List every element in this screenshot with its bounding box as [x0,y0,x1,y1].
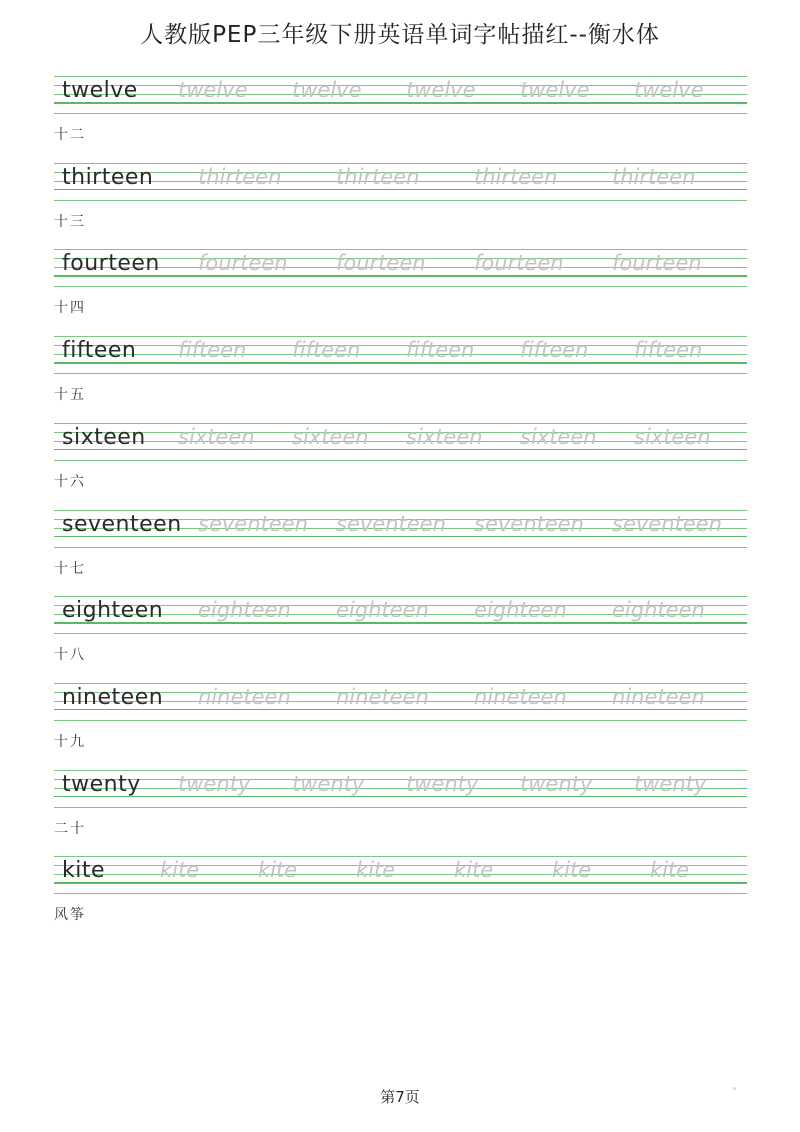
chinese-meaning: 十二 [54,127,86,143]
trace-word: twelve [520,78,590,102]
trace-word: twenty [634,771,707,796]
trace-word: fifteen [634,338,703,363]
chinese-meaning: 十七 [54,560,86,577]
chinese-meaning: 十五 [54,387,86,404]
trace-word: fourteen [336,251,426,276]
trace-word: nineteen [198,684,291,709]
trace-word: seventeen [336,511,446,536]
word-row [0,510,800,590]
word-row [0,770,800,850]
trace-word: nineteen [612,684,705,709]
model-word: thirteen [62,164,154,190]
trace-word: twenty [292,771,365,796]
guide-line [54,460,747,461]
trace-word: fifteen [178,338,247,363]
trace-word: twenty [178,771,251,796]
trace-word: kite [356,858,396,883]
guide-line [54,596,747,597]
model-word: seventeen [62,511,182,537]
trace-word: sixteen [178,424,255,449]
trace-word: twelve [406,78,476,102]
trace-word: fifteen [406,338,475,363]
word-row [0,76,800,156]
trace-word: eighteen [198,598,291,623]
guide-line [54,76,747,77]
guide-line [54,163,747,164]
trace-word: kite [160,858,200,883]
corner-dot [733,1087,736,1090]
trace-word: thirteen [612,164,696,189]
trace-word: fourteen [198,251,288,276]
trace-word: seventeen [474,511,584,536]
trace-word: eighteen [612,598,705,623]
model-word: twenty [62,771,141,797]
trace-word: seventeen [198,511,308,536]
trace-word: fifteen [520,338,589,363]
guide-line [54,423,747,424]
guide-line [54,683,747,684]
word-row [0,336,800,416]
guide-line [54,113,747,114]
page-number: 第7页 [380,1088,420,1106]
trace-word: sixteen [634,424,711,449]
trace-word: twenty [406,771,479,796]
guide-line [54,200,747,201]
guide-line [54,189,747,191]
guide-line [54,510,747,511]
guide-line [54,249,747,250]
guide-line [54,882,747,884]
trace-word: twenty [520,771,593,796]
trace-word: nineteen [336,684,429,709]
model-word: fifteen [62,338,137,364]
guide-line [54,856,747,857]
trace-word: twelve [634,78,704,102]
guide-line [54,770,747,771]
trace-word: twelve [292,78,362,102]
guide-line [54,286,747,287]
trace-word: thirteen [198,164,282,189]
model-word: twelve [62,78,138,103]
word-row [0,249,800,329]
trace-word: fourteen [474,251,564,276]
trace-word: nineteen [474,684,567,709]
trace-word: kite [552,858,592,883]
guide-line [54,547,747,548]
word-row [0,423,800,503]
word-row [0,163,800,243]
chinese-meaning: 十三 [54,213,86,230]
guide-line [54,362,747,364]
guide-line [54,807,747,808]
trace-word: sixteen [292,424,369,449]
trace-word: twelve [178,78,248,102]
trace-word: thirteen [474,164,558,189]
chinese-meaning: 十四 [54,300,86,317]
trace-word: seventeen [612,511,722,536]
trace-word: eighteen [336,598,429,623]
word-row [0,596,800,676]
trace-word: kite [258,858,298,883]
trace-word: kite [650,858,690,883]
model-word: eighteen [62,598,164,624]
chinese-meaning: 二十 [54,820,86,837]
chinese-meaning: 十六 [54,473,86,490]
guide-line [54,449,747,451]
trace-word: sixteen [406,424,483,449]
model-word: kite [62,858,106,884]
guide-line [54,796,747,798]
guide-line [54,336,747,337]
guide-line [54,102,747,104]
guide-line [54,633,747,634]
guide-line [54,865,747,866]
trace-word: eighteen [474,598,567,623]
trace-word: fourteen [612,251,702,276]
chinese-meaning: 十九 [54,733,86,750]
trace-word: sixteen [520,424,597,449]
trace-word: fifteen [292,338,361,363]
chinese-meaning: 十八 [54,647,86,664]
trace-word: thirteen [336,164,420,189]
model-word: sixteen [62,424,146,450]
guide-line [54,720,747,721]
guide-line [54,373,747,374]
guide-line [54,874,747,875]
model-word: fourteen [62,251,160,277]
chinese-meaning: 风筝 [54,907,86,924]
page-title: 人教版PEP三年级下册英语单词字帖描红--衡水体 [140,22,660,48]
guide-line [54,893,747,894]
word-row [0,683,800,763]
word-row [0,856,800,936]
trace-word: kite [454,858,494,883]
model-word: nineteen [62,684,164,710]
